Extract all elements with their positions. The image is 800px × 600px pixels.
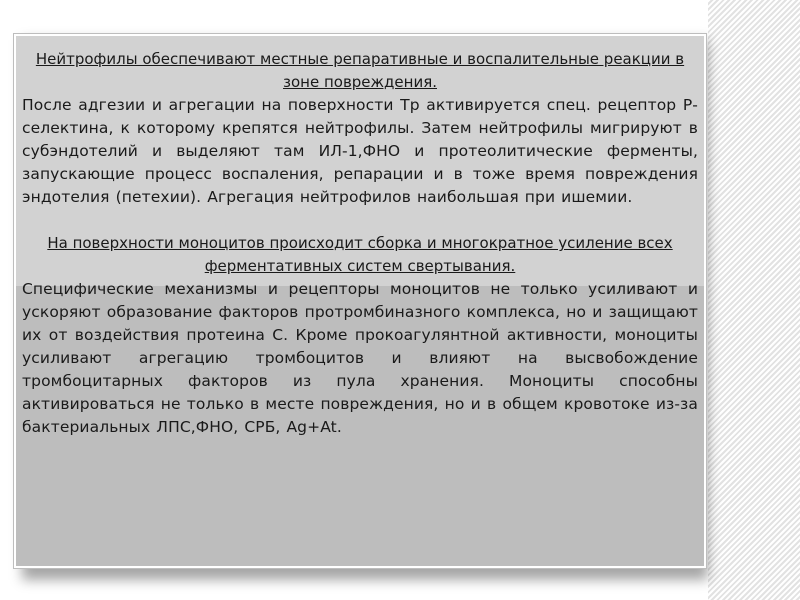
slide-content: [22, 48, 698, 439]
decorative-stripes: [708, 0, 800, 600]
monocytes-heading: На поверхности моноцитов происходит сборка и многократное усиление всех ферментативных систем свертывания.: [47, 234, 673, 275]
neutrophils-heading: Нейтрофилы обеспечивают местные репаративные и воспалительные реакции в зоне повреждения.: [35, 50, 685, 91]
neutrophils-paragraph: После адгезии и агрегации на поверхности Тр активируется спец. рецептор Р-селектина, к которому крепятся нейтрофилы. Затем нейтрофилы мигрируют в субэндотелий и выделяют там ИЛ-1,ФНО и протеолитические ферменты, запускающие процесс воспаления, репарации и в тоже время повреждения эндотелия (петехии). Агрегация нейтрофилов наибольшая при ишемии.: [22, 96, 698, 206]
section-spacer: [22, 209, 698, 232]
monocytes-paragraph: Специфические механизмы и рецепторы моноцитов не только усиливают и ускоряют образование факторов протромбиназного комплекса, но и защищают их от воздействия протеина С. Кроме прокоагулянтной активности, моноциты усиливают агрегацию тромбоцитов и влияют на высвобождение тромбоцитарных факторов из пула хранения. Моноциты способны активироваться не только в месте повреждения, но и в общем кровотоке из-за бактериальных ЛПС,ФНО, СРБ, Ag+At.: [22, 280, 698, 436]
slide: [14, 34, 706, 568]
